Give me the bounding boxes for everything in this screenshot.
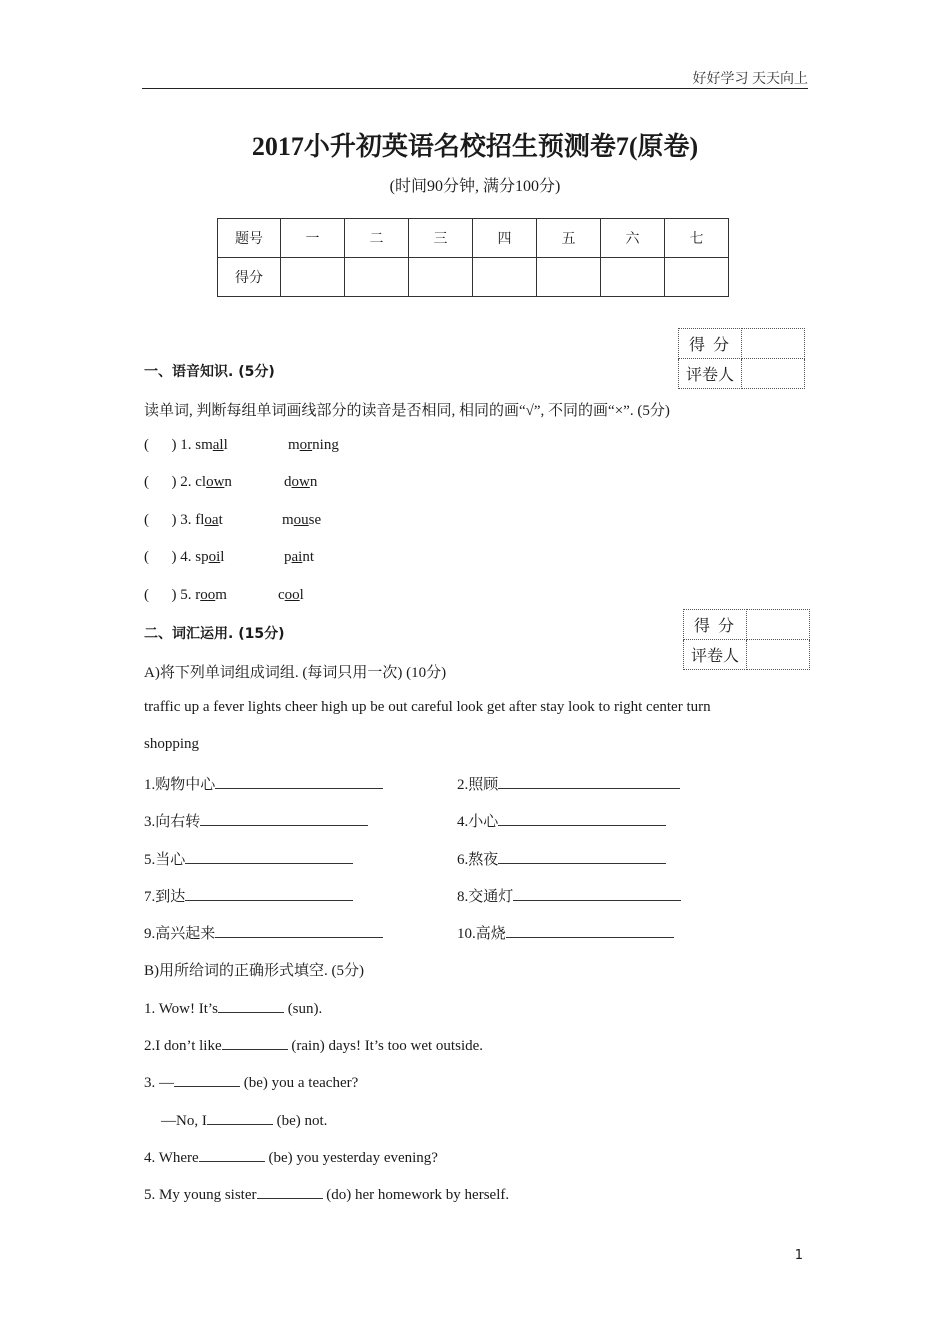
item-number: 4. [180,549,192,565]
answer-blank[interactable] [199,1146,265,1162]
answer-blank[interactable] [185,885,353,901]
partA-instruction: A)将下列单词组成词组. (每词只用一次) (10分) [144,665,447,681]
score-cell[interactable] [345,258,409,297]
item-number: 3. [180,512,192,528]
answer-paren[interactable]: ( ) [144,512,177,528]
phonics-item: ( ) 3. float [144,512,223,528]
score-cell[interactable] [409,258,473,297]
phrase-item: 4.小心 [457,810,666,831]
word1-pre: sm [195,437,213,453]
score-cell[interactable] [537,258,601,297]
item-number: 5. [180,587,192,603]
fill-item: 1. Wow! It’s (sun). [144,997,322,1018]
score-table-col: 五 [537,219,601,258]
page-subtitle: (时间90分钟, 满分100分) [389,178,561,195]
score-table-col: 六 [601,219,665,258]
word-bank-line1: traffic up a fever lights cheer high up be out careful look get after stay look to right center turn [144,699,711,715]
answer-blank[interactable] [498,810,666,826]
phonics-word2: mouse [282,512,322,528]
score-table-col: 二 [345,219,409,258]
score-cell[interactable] [601,258,665,297]
phrase-item: 9.高兴起来 [144,922,383,943]
phonics-word2: down [284,474,318,490]
grader-name-label: 评卷人 [684,640,747,670]
item-number: 1. [180,437,192,453]
answer-blank[interactable] [215,922,383,938]
section1-instruction: 读单词, 判断每组单词画线部分的读音是否相同, 相同的画“√”, 不同的画“×”. (5分) [144,403,670,419]
score-table-col: 四 [473,219,537,258]
fill-item: 5. My young sister (do) her homework by herself. [144,1183,509,1204]
grader-score-cell[interactable] [747,610,810,640]
header-motto: 好好学习 天天向上 [692,72,808,87]
phrase-item: 2.照顾 [457,773,680,794]
fill-item: —No, I (be) not. [161,1109,327,1130]
answer-blank[interactable] [218,997,284,1013]
phonics-item: ( ) 5. room [144,587,227,603]
answer-paren[interactable]: ( ) [144,437,177,453]
page-title: 2017小升初英语名校招生预测卷7(原卷) [251,132,699,161]
answer-paren[interactable]: ( ) [144,587,177,603]
score-cell[interactable] [281,258,345,297]
answer-blank[interactable] [498,773,680,789]
answer-blank[interactable] [257,1183,323,1199]
grader-name-cell[interactable] [747,640,810,670]
score-table-header-row [218,219,729,258]
phonics-word2: paint [284,549,314,565]
grader-score-label: 得 分 [684,610,747,640]
answer-paren[interactable]: ( ) [144,549,177,565]
phrase-item: 6.熬夜 [457,848,666,869]
fill-item: 3. — (be) you a teacher? [144,1071,358,1092]
grader-box-section2 [683,609,810,670]
grader-name-label: 评卷人 [679,359,742,389]
phrase-item: 10.高烧 [457,922,674,943]
answer-blank[interactable] [215,773,383,789]
fill-item: 2.I don’t like (rain) days! It’s too wet outside. [144,1034,483,1055]
item-number: 2. [180,474,192,490]
score-table-score-row [218,258,729,297]
phonics-word2: morning [288,437,339,453]
header-rule [142,88,808,89]
answer-blank[interactable] [506,922,674,938]
score-table-row2-label: 得分 [218,258,281,297]
score-cell[interactable] [473,258,537,297]
answer-blank[interactable] [185,848,353,864]
phrase-item: 7.到达 [144,885,353,906]
grader-score-label: 得 分 [679,329,742,359]
score-table-col: 三 [409,219,473,258]
answer-blank[interactable] [222,1034,288,1050]
score-table-row1-label: 题号 [218,219,281,258]
answer-blank[interactable] [498,848,666,864]
word1-post: l [223,437,228,453]
answer-blank[interactable] [174,1071,240,1087]
phonics-item: ( ) 4. spoil [144,549,225,565]
score-table [217,218,729,297]
grader-name-cell[interactable] [742,359,805,389]
answer-paren[interactable]: ( ) [144,474,177,490]
phonics-word2: cool [278,587,304,603]
phrase-item: 1.购物中心 [144,773,383,794]
phonics-item: ( ) 2. clown [144,474,232,490]
section2-heading: 二、词汇运用. (15分) [144,626,285,642]
word1-underlined: al [212,437,224,453]
grader-score-cell[interactable] [742,329,805,359]
answer-blank[interactable] [200,810,368,826]
score-cell[interactable] [665,258,729,297]
score-table-col: 一 [281,219,345,258]
section1-heading: 一、语音知识. (5分) [144,364,275,380]
phrase-item: 5.当心 [144,848,353,869]
word-bank-line2: shopping [144,736,200,752]
phonics-item [144,437,228,454]
page-number: 1 [794,1248,803,1263]
grader-box-section1 [678,328,805,389]
phrase-item: 8.交通灯 [457,885,681,906]
partB-instruction: B)用所给词的正确形式填空. (5分) [144,963,364,979]
answer-blank[interactable] [207,1109,273,1125]
fill-item: 4. Where (be) you yesterday evening? [144,1146,438,1167]
phrase-item: 3.向右转 [144,810,368,831]
score-table-col: 七 [665,219,729,258]
answer-blank[interactable] [513,885,681,901]
